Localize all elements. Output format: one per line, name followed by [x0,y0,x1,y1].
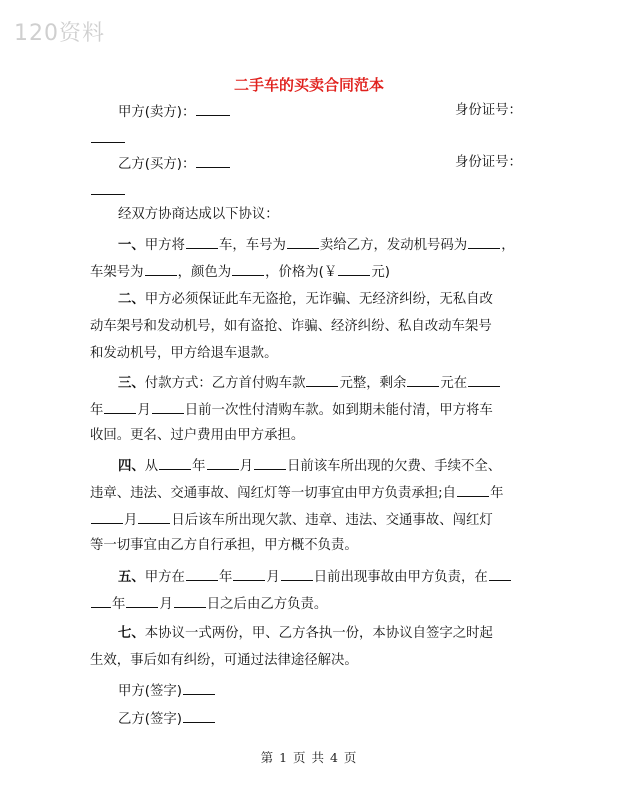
clause-3-blank [468,372,500,387]
clause-1-blank [145,261,177,276]
clause-1-text: 车架号为 [90,265,144,280]
clause-3-text: 月 [137,403,151,418]
clause-7-line-1 [118,624,493,644]
signature-b-blank [183,708,215,723]
clause-4-blank [138,509,170,524]
clause-1-blank [338,261,370,276]
signature-a-label: 甲方(签字) [118,684,183,699]
clause-2-line-1 [118,290,493,310]
clause-4-text: 日后该车所出现欠款、违章、违法、交通事故、闯红灯 [171,513,493,528]
clause-2-number: 二、 [118,292,145,307]
clause-1-line-1 [118,234,515,256]
intro-text: 经双方协商达成以下协议： [118,207,279,222]
clause-3-text: 元在 [440,376,468,391]
clause-4-text: 违章、违法、交通事故、闯红灯等一切事宜由甲方负责承担;自 [90,486,457,501]
clause-1-text: 车，车号为 [218,238,286,253]
party-a-label: 甲方(卖方)： [118,105,196,120]
clause-5-line-1 [118,566,512,588]
clause-5-blank [233,566,265,581]
clause-5-number: 五、 [118,570,145,585]
clause-1-text: 元) [371,265,390,280]
clause-1-blank [232,261,264,276]
clause-4-text: 年 [192,459,206,474]
clause-1-number: 一、 [118,238,145,253]
page-number: 第 1 页 共 4 页 [260,750,358,765]
clause-7-line-2: 生效，事后如有纠纷，可通过法律途径解决。 [90,653,358,668]
clause-2-line-2: 动车架号和发动机号，如有盗抢、诈骗、经济纠纷、私自改动车架号 [90,319,492,334]
party-b-label: 乙方(买方)： [118,157,196,172]
clause-4-line-4: 等一切事宜由乙方自行承担，甲方概不负责。 [90,538,358,553]
clause-4-blank [159,455,191,470]
clause-2-line-3: 和发动机号，甲方给退车退款。 [90,346,278,361]
clause-4-text: 年 [490,486,504,501]
clause-7-number: 七、 [118,626,145,641]
party-a-blank [196,101,230,116]
clause-4-blank [207,455,239,470]
clause-5-text: 甲方在 [144,570,185,585]
clause-4-text: 日前该车所出现的欠费、手续不全、 [286,459,502,474]
clause-1-blank [468,234,500,249]
party-b-blank [196,153,230,168]
clause-4-blank [254,455,286,470]
clause-4-text: 月 [239,459,253,474]
clause-5-text: 日前出现事故由甲方负责，在 [313,570,488,585]
clause-3-text: 年 [90,403,104,418]
party-b-line [118,153,231,175]
clause-3-text: 元整，剩余 [339,376,407,391]
party-a-line [118,101,231,123]
clause-3-line-1 [118,372,501,394]
clause-3-text: 付款方式：乙方首付购车款 [144,376,306,391]
clause-4-blank [457,482,489,497]
clause-5-text: 月 [266,570,280,585]
clause-7-text: 本协议一式两份，甲、乙方各执一份，本协议自签字之时起 [144,626,493,641]
clause-1-text: 卖给乙方，发动机号码为 [319,238,468,253]
clause-4-line-2 [90,482,503,504]
clause-5-text: 月 [159,597,173,612]
signature-a-line [118,680,216,702]
signature-b-line [118,708,216,730]
clause-3-line-2 [90,399,493,421]
signature-b-label: 乙方(签字) [118,712,183,727]
clause-5-text: 年 [218,570,233,585]
clause-4-line-3 [90,509,493,531]
clause-3-text: 日前一次性付清购车款。如到期未能付清，甲方将车 [184,403,493,418]
clause-1-text: 甲方将 [144,238,185,253]
clause-4-text: 从 [144,459,159,474]
clause-1-text: ， [501,238,515,253]
party-a-id-blank [91,128,125,143]
clause-1-blank [186,234,218,249]
clause-4-blank [91,509,123,524]
party-b-id-blank [91,180,125,195]
clause-2-text: 甲方必须保证此车无盗抢，无诈骗、无经济纠纷，无私自改 [144,292,493,307]
clause-3-blank [407,372,439,387]
clause-5-blank [91,593,111,608]
party-a-id-label: 身份证号： [455,103,522,118]
clause-4-number: 四、 [118,459,145,474]
clause-5-blank [186,566,218,581]
clause-1-text: ，价格为(￥ [265,265,338,280]
party-b-id-label: 身份证号： [455,155,522,170]
clause-3-number: 三、 [118,376,145,391]
clause-3-blank [306,372,338,387]
clause-1-blank [287,234,319,249]
party-a-id-line [90,128,126,150]
clause-5-blank [281,566,313,581]
clause-5-text: 年 [112,597,126,612]
signature-a-blank [183,680,215,695]
clause-4-text: 月 [124,513,138,528]
clause-4-line-1 [118,455,501,477]
clause-1-line-2 [90,261,390,283]
clause-1-text: ，颜色为 [177,265,232,280]
watermark-logo: 120资料 [14,21,105,46]
clause-5-blank [126,593,158,608]
clause-3-line-3: 收回。更名、过户费用由甲方承担。 [90,428,305,443]
clause-3-blank [152,399,184,414]
clause-3-blank [104,399,136,414]
clause-5-blank [174,593,206,608]
clause-5-text: 日之后由乙方负责。 [206,597,328,612]
party-b-id-line [90,180,126,202]
clause-5-line-2 [90,593,327,615]
document-title: 二手车的买卖合同范本 [233,76,384,94]
clause-5-blank [489,566,511,581]
